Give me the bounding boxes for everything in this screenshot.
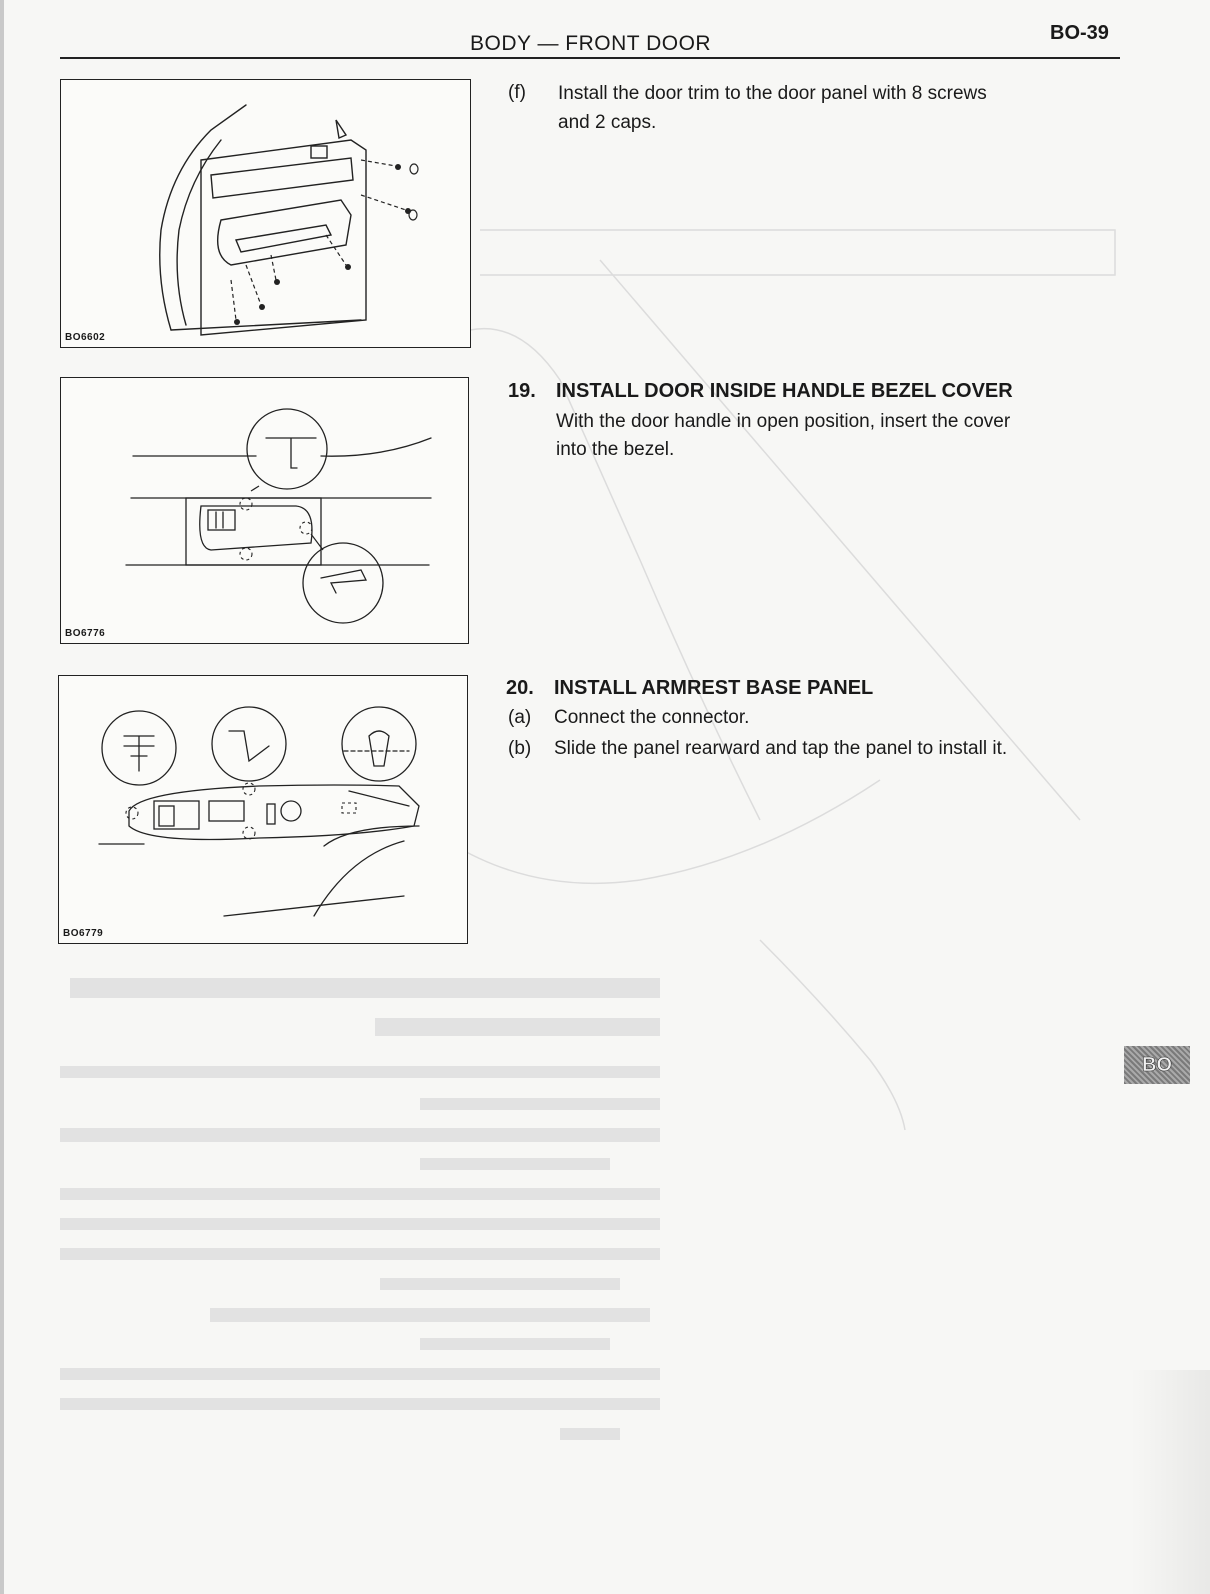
door-trim-screws-illustration [61,80,472,349]
step-text: and 2 caps. [558,112,657,133]
figure-code: BO6602 [65,332,106,343]
figure-armrest-panel [58,675,468,944]
handle-bezel-cover-illustration [61,378,470,645]
page-title: BODY — FRONT DOOR [470,32,712,55]
armrest-base-panel-illustration [59,676,469,945]
page-shadow [1130,1370,1210,1594]
step-heading: INSTALL ARMREST BASE PANEL [554,677,874,699]
page-number: BO-39 [1050,22,1109,44]
step-label: (f) [508,82,526,103]
section-tab [1124,1046,1190,1084]
section-tab-label: BO [1142,1053,1172,1076]
sub-step-label: (b) [508,738,532,759]
step-number: 20. [506,677,534,699]
figure-door-trim [60,79,471,348]
step-text: With the door handle in open position, insert the cover [556,411,1011,432]
page-edge [0,0,4,1594]
sub-step-label: (a) [508,707,532,728]
step-heading: INSTALL DOOR INSIDE HANDLE BEZEL COVER [556,380,1013,402]
header-rule [60,57,1120,59]
figure-code: BO6776 [65,628,106,639]
step-number: 19. [508,380,536,402]
figure-bezel-cover [60,377,469,644]
sub-step-text: Connect the connector. [554,707,750,728]
step-text: Install the door trim to the door panel with 8 screws [558,83,987,104]
sub-step-text: Slide the panel rearward and tap the panel to install it. [554,738,1008,759]
figure-code: BO6779 [63,928,104,939]
step-text: into the bezel. [556,439,675,460]
